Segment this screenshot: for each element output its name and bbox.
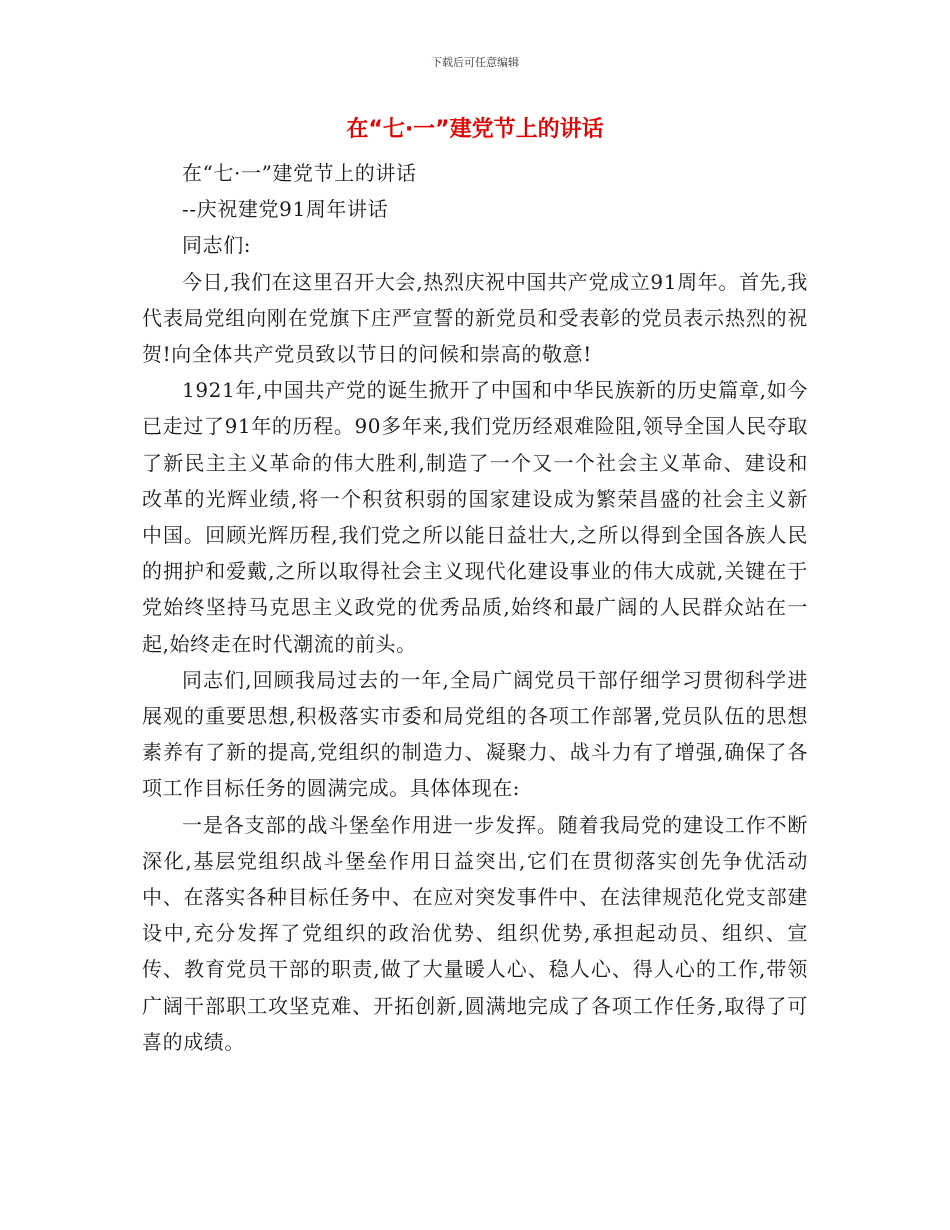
document-body [142, 155, 808, 1060]
document-title: 在“七·一”建党节上的讲话 [346, 117, 604, 142]
speech-title: 在“七·一”建党节上的讲话 [182, 161, 417, 185]
speech-subheading: --庆祝建党91周年讲话 [182, 197, 389, 222]
paragraph-2: 1921年,中国共产党的诞生掀开了中国和中华民族新的历史篇章,如今已走过了91年的历程。90多年来,我们党历经艰难险阻,领导全国人民夺取了新民主主义革命的伟大胜利,制造了一个又一个社会主义革命、建设和改革的光辉业绩,将一个积贫积弱的国家建设成为繁荣昌盛的社会主义新中国。回顾光辉历程,我们党之所以能日益壮大,之所以得到全国各族人民的拥护和爱戴,之所以取得社会主义现代化建设事业的伟大成就,关键在于党始终坚持马克思主义政党的优秀品质,始终和最广阔的人民群众站在一起,始终走在时代潮流的前头。 [142, 378, 808, 656]
paragraph-3: 同志们,回顾我局过去的一年,全局广阔党员干部仔细学习贯彻科学进展观的重要思想,积极落实市委和局党组的各项工作部署,党员队伍的思想素养有了新的提高,党组织的制造力、凝聚力、战斗力有了增强,确保了各项工作目标任务的圆满完成。具体体现在: [142, 667, 808, 801]
header-note: 下载后可任意编辑 [431, 56, 519, 69]
paragraph-4: 一是各支部的战斗堡垒作用进一步发挥。随着我局党的建设工作不断深化,基层党组织战斗堡垒作用日益突出,它们在贯彻落实创先争优活动中、在落实各种目标任务中、在应对突发事件中、在法律规范化党支部建设中,充分发挥了党组织的政治优势、组织优势,承担起动员、组织、宣传、教育党员干部的职责,做了大量暖人心、稳人心、得人心的工作,带领广阔干部职工攻坚克难、开拓创新,圆满地完成了各项工作任务,取得了可喜的成绩。 [142, 812, 808, 1054]
paragraph-1: 今日,我们在这里召开大会,热烈庆祝中国共产党成立91周年。首先,我代表局党组向刚在党旗下庄严宣誓的新党员和受表彰的党员表示热烈的祝贺!向全体共产党员致以节日的问候和崇高的敬意! [142, 269, 808, 367]
salutation: 同志们: [182, 233, 252, 258]
